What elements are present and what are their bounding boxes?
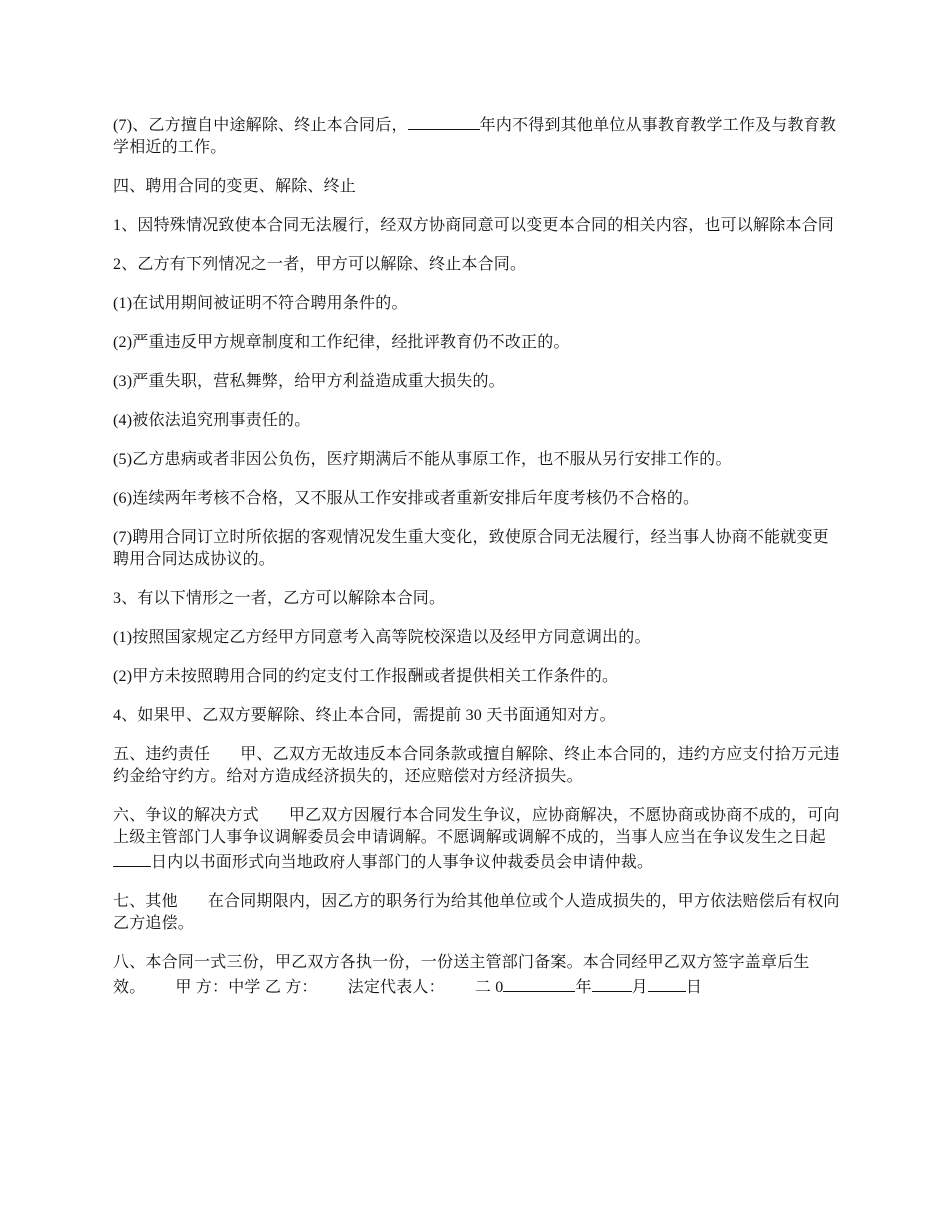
party-a-label: 甲 方：中学 — [175, 979, 261, 996]
clause-4-2-1: (1)在试用期间被证明不符合聘用条件的。 — [113, 295, 408, 312]
clause-text: (7)、乙方擅自中途解除、终止本合同后， — [113, 117, 408, 134]
section-heading-6: 六、争议的解决方式 — [113, 807, 259, 824]
blank-line — [503, 974, 575, 992]
blank-line — [113, 849, 151, 867]
section-heading-5: 五、违约责任 — [113, 746, 211, 763]
clause-text: 年内不得到其他单位从事教育教学工作及与教育教学相近的工作。 — [113, 117, 837, 156]
clause-4-3-2: (2)甲方未按照聘用合同的约定支付工作报酬或者提供相关工作条件的。 — [113, 668, 619, 685]
section-heading-4: 四、聘用合同的变更、解除、终止 — [113, 178, 357, 195]
clause-4-2: 2、乙方有下列情况之一者，甲方可以解除、终止本合同。 — [113, 256, 527, 273]
blank-line — [408, 112, 480, 130]
clause-7-termination-restriction — [113, 112, 840, 159]
clause-4-2-6: (6)连续两年考核不合格，又不服从工作安排或者重新安排后年度考核仍不合格的。 — [113, 490, 700, 507]
blank-line — [592, 974, 632, 992]
section-6-text: 甲乙双方因履行本合同发生争议，应协商解决，不愿协商或协商不成的，可向上级主管部门人事争议调解委员会申请调解。不愿调解或调解不成的，当事人应当在争议发生之日起 — [113, 807, 840, 846]
clause-4-2-4: (4)被依法追究刑事责任的。 — [113, 412, 311, 429]
section-7-other — [113, 891, 840, 935]
party-b-label: 乙 方： — [264, 979, 318, 996]
clause-4-2-2: (2)严重违反甲方规章制度和工作纪律，经批评教育仍不改正的。 — [113, 334, 570, 351]
clause-4-1: 1、因特殊情况致使本合同无法履行，经双方协商同意可以变更本合同的相关内容，也可以解除本合同 — [113, 217, 835, 234]
document-page — [113, 112, 840, 1016]
section-6-text: 日内以书面形式向当地政府人事部门的人事争议仲裁委员会申请仲裁。 — [151, 854, 654, 871]
date-month-label: 月 — [631, 979, 648, 996]
date-year-label: 年 — [575, 979, 592, 996]
clause-4-4: 4、如果甲、乙双方要解除、终止本合同，需提前 30 天书面通知对方。 — [113, 707, 616, 724]
section-8-signature — [113, 952, 840, 999]
clause-4-3-1: (1)按照国家规定乙方经甲方同意考入高等院校深造以及经甲方同意调出的。 — [113, 629, 651, 646]
clause-4-2-7: (7)聘用合同订立时所依据的客观情况发生重大变化，致使原合同无法履行，经当事人协商不能就变更聘用合同达成协议的。 — [113, 529, 829, 568]
date-day-label: 日 — [685, 979, 703, 996]
section-7-text: 在合同期限内，因乙方的职务行为给其他单位或个人造成损失的，甲方依法赔偿后有权向乙方追偿。 — [113, 893, 840, 932]
date-prefix: 二 0 — [474, 979, 504, 996]
section-5-text: 甲、乙双方无故违反本合同条款或擅自解除、终止本合同的，违约方应支付拾万元违约金给守约方。给对方造成经济损失的，还应赔偿对方经济损失。 — [113, 746, 840, 785]
section-heading-7: 七、其他 — [113, 893, 178, 910]
clause-4-2-5: (5)乙方患病或者非因公负伤，医疗期满后不能从事原工作，也不服从另行安排工作的。 — [113, 451, 732, 468]
clause-4-3: 3、有以下情形之一者，乙方可以解除本合同。 — [113, 590, 446, 607]
section-5-breach — [113, 744, 840, 788]
section-6-dispute — [113, 805, 840, 874]
clause-4-2-3: (3)严重失职，营私舞弊，给甲方利益造成重大损失的。 — [113, 373, 505, 390]
blank-line — [648, 974, 686, 992]
legal-rep-label: 法定代表人： — [347, 979, 445, 996]
section-8-text: 八、本合同一式三份，甲乙双方各执一份，一份送主管部门备案。本合同经甲乙双方签字盖章后生效。 — [113, 954, 810, 996]
